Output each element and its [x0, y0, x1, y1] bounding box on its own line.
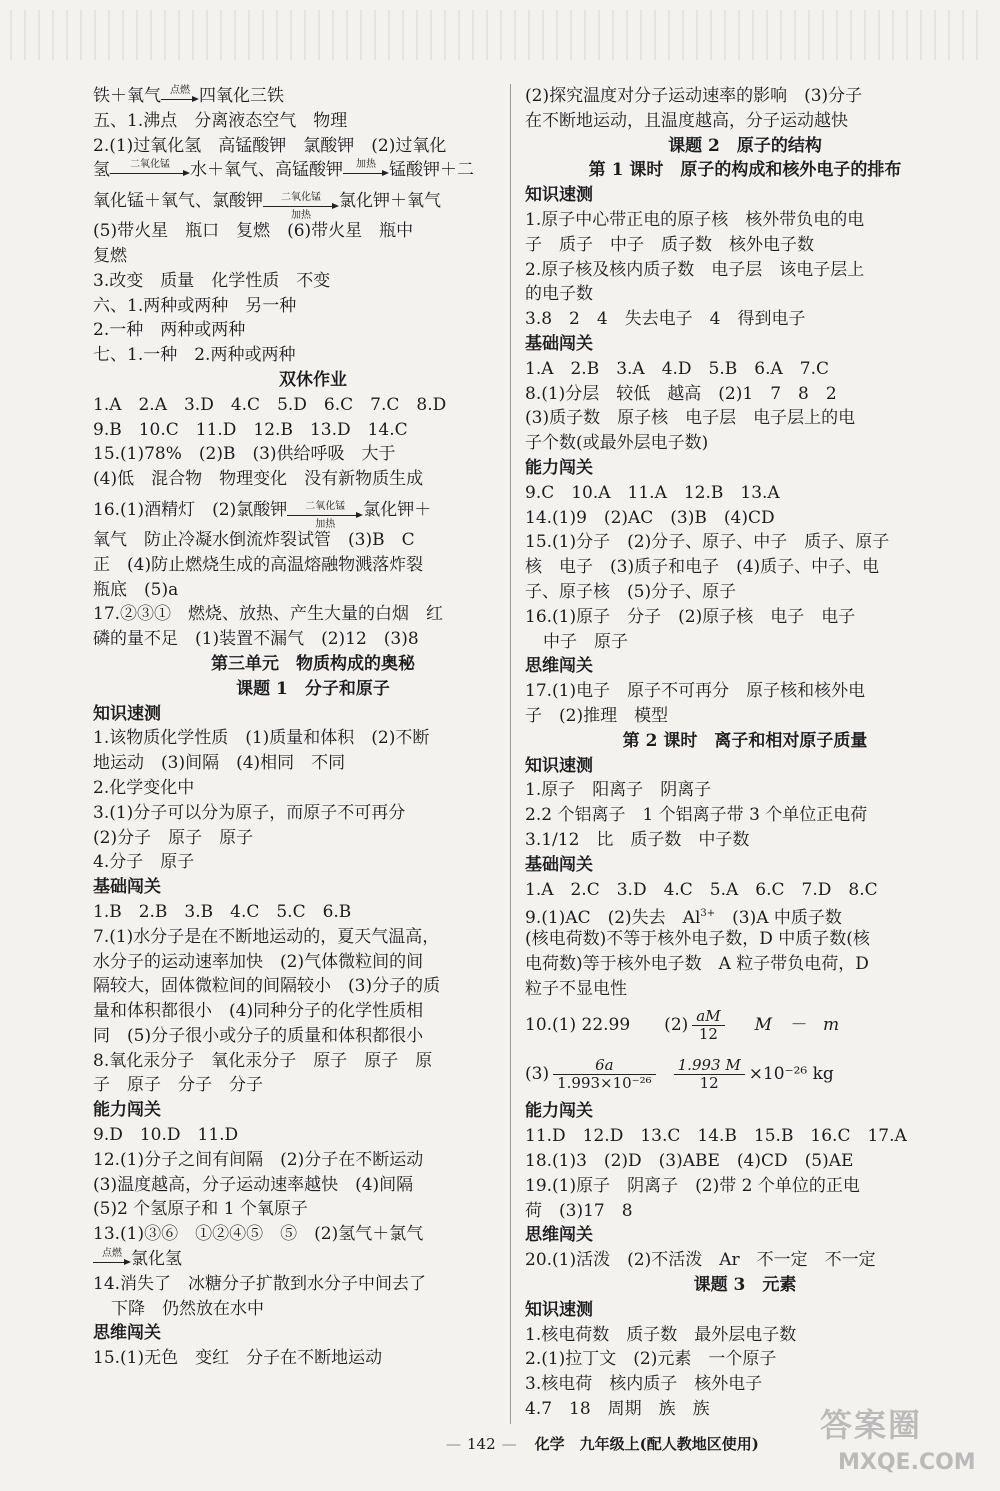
answer-line: 2.(1)过氧化氢 高锰酸钾 氯酸钾 (2)过氧化 [93, 135, 447, 156]
answer-line: 子、原子核 (5)分子、原子 [525, 581, 737, 602]
left-column [93, 84, 533, 1371]
answer-line: 12.(1)分子之间有间隔 (2)分子在不断运动 [93, 1149, 424, 1170]
answer-line: 量和体积都很小 (4)同种分子的化学性质相 [93, 1001, 424, 1022]
answer-line: 荷 (3)17 8 [525, 1200, 633, 1221]
subsection-heading: 知识速测 [93, 703, 161, 724]
answer-line: 20.(1)活泼 (2)不活泼 Ar 不一定 不一定 [525, 1250, 876, 1271]
answer-line: (2)探究温度对分子运动速率的影响 (3)分子 [525, 86, 863, 106]
answer-line: 子 质子 中子 质子数 核外电子数 [525, 234, 814, 255]
answer-line: 9.C 10.A 11.A 12.B 13.A [525, 482, 780, 503]
watermark-logo: 答案圈 MXQE.COM [820, 1406, 976, 1475]
answer-line: 七、1.一种 2.两种或两种 [93, 345, 296, 366]
answer-line: 19.(1)原子 阴离子 (2)带 2 个单位的正电 [525, 1175, 860, 1196]
answer-line: 1.原子 阳离子 阴离子 [525, 780, 712, 801]
answer-line: 3.1/12 比 质子数 中子数 [525, 829, 750, 850]
answer-line: 2.2 个铝离子 1 个铝离子带 3 个单位正电荷 [525, 805, 868, 826]
unit-heading: 第三单元 物质构成的奥秘 [211, 653, 415, 674]
fraction: $\frac{6a}{\text{1.993×10⁻²⁶}}$ [553, 1057, 656, 1092]
answer-line: 18.(1)3 (2)D (3)ABE (4)CD (5)AE [525, 1151, 854, 1172]
subsection-heading: 思维闯关 [525, 1225, 593, 1246]
answer-line-fraction: 10.(1) 22.99 (2) $\frac{aM}{12}$ M － m [525, 1007, 840, 1044]
answer-line: 瓶底 (5)a [93, 579, 179, 600]
answer-line: 复燃 [93, 245, 127, 266]
subsection-heading: 能力闯关 [93, 1100, 161, 1121]
answer-line: 子 (2)推理 模型 [525, 705, 669, 726]
answer-line: 氧气 防止冷凝水倒流炸裂试管 (3)B C [93, 529, 415, 550]
answer-line: 铁＋氧气 点燃 四氧化三铁 [93, 84, 533, 109]
answer-line: 2.(1)拉丁文 (2)元素 一个原子 [525, 1349, 777, 1370]
subsection-heading: 能力闯关 [525, 457, 593, 478]
answer-line: 核 电子 (3)质子和电子 (4)质子、中子、电 [525, 557, 880, 578]
answer-line: 隔较大，固体微粒间的间隔较小 (3)分子的质 [93, 976, 441, 997]
reaction-arrow: 加热 [343, 159, 389, 183]
answer-line: 五、1.沸点 分离液态空气 物理 [93, 110, 348, 131]
reaction-arrow: 点燃 [93, 1248, 131, 1272]
answer-line: (2)分子 原子 原子 [93, 827, 254, 848]
period-heading: 第 1 课时 原子的构成和核外电子的排布 [588, 160, 902, 181]
answer-line: 15.(1)无色 变红 分子在不断地运动 [93, 1348, 383, 1369]
answer-line: 1.原子中心带正电的原子核 核外带负电的电 [525, 209, 865, 230]
answer-line: 4.分子 原子 [93, 852, 195, 873]
subsection-heading: 思维闯关 [525, 656, 593, 677]
answer-line: 1.A 2.A 3.D 4.C 5.D 6.C 7.C 8.D [93, 394, 447, 415]
fraction: $\frac{aM}{12}$ [692, 1008, 724, 1043]
answer-line: 子个数(或最外层电子数) [525, 433, 709, 454]
page-footer: — 142 — 化学 九年级上(配人教地区使用) [446, 1435, 759, 1453]
scan-noise [10, 10, 990, 60]
answer-line: 在不断地运动，且温度越高，分子运动越快 [525, 110, 848, 131]
answer-line: 同 (5)分子很小或分子的质量和体积都很小 [93, 1025, 424, 1046]
subsection-heading: 能力闯关 [525, 1101, 593, 1122]
answer-line: 正 (4)防止燃烧生成的高温熔融物溅落炸裂 [93, 554, 424, 575]
answer-line: 17.②③① 燃烧、放热、产生大量的白烟 红 [93, 604, 444, 625]
period-heading: 第 2 课时 离子和相对原子质量 [622, 730, 868, 751]
answer-line: (5)带火星 瓶口 复燃 (6)带火星 瓶中 [93, 221, 414, 242]
answer-line: 17.(1)电子 原子不可再分 原子核和核外电 [525, 681, 866, 702]
subsection-heading: 思维闯关 [93, 1323, 161, 1344]
answer-line: 7.(1)水分子是在不断地运动的，夏天气温高， [93, 926, 440, 947]
answer-line: 地运动 (3)间隔 (4)相同 不同 [93, 753, 346, 774]
lesson-heading: 课题 2 原子的结构 [668, 135, 822, 156]
answer-line: 3.改变 质量 化学性质 不变 [93, 270, 331, 291]
answer-line: 9.(1)AC (2)失去 $Al^{3+}$ (3)A 中质子数 [525, 908, 842, 929]
answer-line: 中子 原子 [543, 631, 628, 652]
lesson-heading: 课题 1 分子和原子 [236, 678, 390, 699]
page-number: 142 [467, 1435, 496, 1453]
answer-line: 4.7 18 周期 族 族 [525, 1399, 710, 1420]
answer-line: 粒子不显电性 [525, 978, 627, 999]
answer-line: 2.一种 两种或两种 [93, 320, 246, 341]
column-divider [510, 84, 511, 1424]
subsection-heading: 知识速测 [525, 1299, 593, 1320]
reaction-arrow: 点燃 [161, 85, 199, 109]
answer-line: 16.(1)原子 分子 (2)原子核 电子 电子 [525, 606, 856, 627]
reaction-arrow: 二氧化锰 [110, 159, 190, 183]
answer-line: 3.(1)分子可以分为原子，而原子不可再分 [93, 802, 406, 823]
answer-line: 11.D 12.D 13.C 14.B 15.B 16.C 17.A [525, 1126, 907, 1147]
fraction: $\frac{1.993 M}{12}$ [674, 1057, 745, 1092]
subsection-heading: 基础闯关 [525, 333, 593, 354]
answer-line: 2.化学变化中 [93, 777, 195, 798]
answer-line: 1.A 2.B 3.A 4.D 5.B 6.A 7.C [525, 358, 829, 379]
answer-line: 13.(1)③⑥ ①②④⑤ ⑤ (2)氢气＋氯气 [93, 1224, 424, 1245]
answer-line: (4)低 混合物 物理变化 没有新物质生成 [93, 469, 424, 490]
answer-line: 点燃 氯化氢 [93, 1247, 533, 1272]
answer-line: (3)温度越高，分子运动速率越快 (4)间隔 [93, 1174, 414, 1195]
reaction-arrow: 二氧化锰 加热 [263, 192, 339, 226]
answer-line: 氧化锰＋氧气、氯酸钾 二氧化锰 加热 氯化钾＋氧气 [93, 183, 533, 219]
answer-line: 16.(1)酒精灯 (2)氯酸钾 二氧化锰 加热 氯化钾＋ [93, 492, 533, 528]
answer-line: 六、1.两种或两种 另一种 [93, 295, 297, 316]
answer-line: 子 原子 分子 分子 [93, 1075, 263, 1096]
subsection-heading: 知识速测 [525, 755, 593, 776]
answer-line: 水分子的运动速率加快 (2)气体微粒间的间 [93, 951, 424, 972]
subsection-heading: 基础闯关 [525, 854, 593, 875]
answer-line: 3.8 2 4 失去电子 4 得到电子 [525, 309, 806, 330]
answer-line: 14.(1)9 (2)AC (3)B (4)CD [525, 507, 775, 528]
answer-line: 氢 二氧化锰 水＋氧气、高锰酸钾 加热 锰酸钾＋二 [93, 158, 533, 183]
answer-line: (5)2 个氢原子和 1 个氧原子 [93, 1199, 308, 1220]
reaction-arrow: 二氧化锰 加热 [287, 501, 363, 535]
subsection-heading: 基础闯关 [93, 877, 161, 898]
answer-line: 9.D 10.D 11.D [93, 1125, 239, 1146]
answer-line: 1.A 2.C 3.D 4.C 5.A 6.C 7.D 8.C [525, 879, 878, 900]
section-heading: 双休作业 [279, 369, 347, 390]
answer-line: 2.原子核及核内质子数 电子层 该电子层上 [525, 259, 865, 280]
book-title: 化学 九年级上(配人教地区使用) [534, 1435, 759, 1453]
answer-line: (核电荷数)不等于核外电子数，D 中质子数(核 [525, 929, 870, 950]
answer-line: 下降 仍然放在水中 [111, 1298, 264, 1319]
answer-line: 的电子数 [525, 284, 593, 305]
answer-line: (3)质子数 原子核 电子层 电子层上的电 [525, 408, 856, 429]
answer-line: 14.消失了 冰糖分子扩散到水分子中间去了 [93, 1273, 427, 1294]
subsection-heading: 知识速测 [525, 185, 593, 206]
answer-line: 8.(1)分层 较低 越高 (2)1 7 8 2 [525, 383, 837, 404]
answer-line: 8.氧化汞分子 氧化汞分子 原子 原子 原 [93, 1050, 433, 1071]
answer-line: 电荷数)等于核外电子数 A 粒子带负电荷，D [525, 953, 869, 974]
answer-line-fraction: (3) $\frac{6a}{\text{1.993×10⁻²⁶}}$ $\frac{1.993 M}{12}$ ×10⁻²⁶ kg [525, 1056, 834, 1093]
answer-line: 15.(1)78% (2)B (3)供给呼吸 大于 [93, 444, 396, 465]
answer-line: 15.(1)分子 (2)分子、原子、中子 质子、原子 [525, 532, 890, 553]
answer-line: 1.B 2.B 3.B 4.C 5.C 6.B [93, 901, 352, 922]
answer-line: 磷的量不足 (1)装置不漏气 (2)12 (3)8 [93, 629, 419, 650]
answer-line: 1.核电荷数 质子数 最外层电子数 [525, 1324, 797, 1345]
answer-line: 9.B 10.C 11.D 12.B 13.D 14.C [93, 419, 408, 440]
answer-line: 3.核电荷 核内质子 核外电子 [525, 1374, 763, 1395]
answer-line: 1.该物质化学性质 (1)质量和体积 (2)不断 [93, 728, 430, 749]
right-column [525, 84, 965, 1422]
lesson-heading: 课题 3 元素 [693, 1275, 797, 1296]
